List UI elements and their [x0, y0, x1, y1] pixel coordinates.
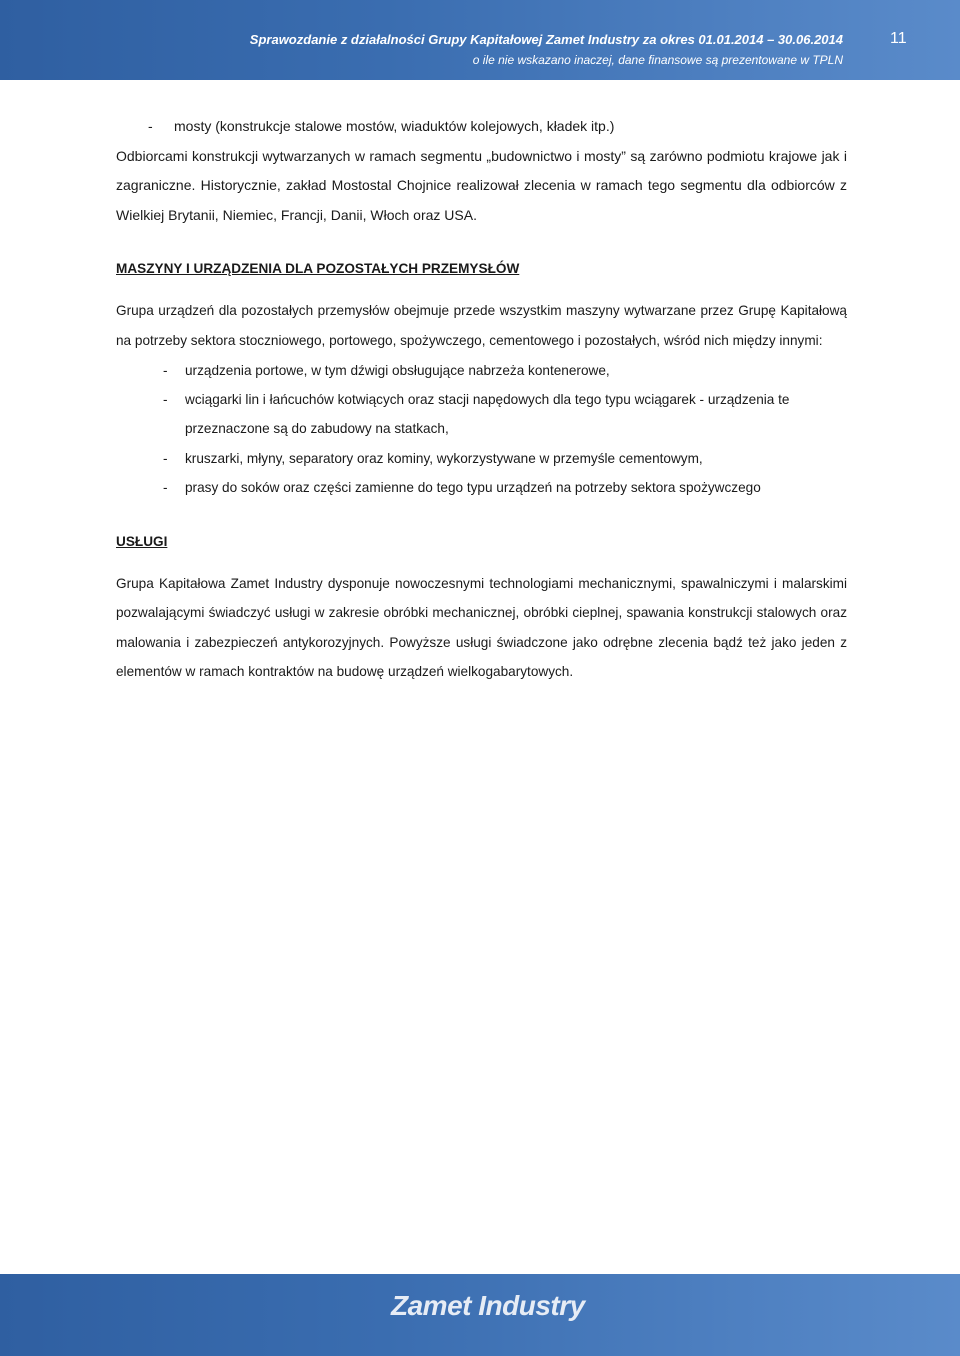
bullet-dash: -: [163, 391, 168, 407]
bullet-dash: -: [148, 118, 153, 134]
list-item: [116, 385, 847, 444]
list-item-text: mosty (konstrukcje stalowe mostów, wiaduktów kolejowych, kładek itp.): [174, 118, 615, 134]
list-item: [116, 356, 847, 385]
list-item: [116, 112, 847, 142]
page-header: [0, 0, 960, 80]
page-body: [116, 112, 847, 687]
machines-list: [116, 356, 847, 503]
page-number: 11: [890, 30, 907, 47]
bullet-dash: -: [163, 362, 168, 378]
page-footer: [0, 1274, 960, 1356]
list-item-text: urządzenia portowe, w tym dźwigi obsługujące nabrzeża kontenerowe,: [185, 362, 610, 378]
list-item: [116, 444, 847, 473]
list-item: [116, 473, 847, 502]
list-item-text: prasy do soków oraz części zamienne do tego typu urządzeń na potrzeby sektora spożywczego: [185, 480, 761, 496]
list-item-text: kruszarki, młyny, separatory oraz kominy, wykorzystywane w przemyśle cementowym,: [185, 450, 703, 466]
bullet-dash: -: [163, 450, 168, 466]
intro-paragraph: Odbiorcami konstrukcji wytwarzanych w ramach segmentu „budownictwo i mosty” są zarówno podmiotu krajowe jak i zagraniczne. Historycznie, zakład Mostostal Chojnice realizował zlecenia w ramach tego segmentu dla odbiorców z Wielkiej Brytanii, Niemiec, Francji, Danii, Włoch oraz USA.: [116, 147, 847, 223]
list-item-text: wciągarki lin i łańcuchów kotwiących oraz stacji napędowych dla tego typu wciągarek - urządzenia te przeznaczone są do zabudowy na statkach,: [185, 391, 790, 437]
machines-paragraph: Grupa urządzeń dla pozostałych przemysłów obejmuje przede wszystkim maszyny wytwarzane przez Grupę Kapitałową na potrzeby sektora stoczniowego, portowego, spożywczego, cementowego i pozostałych, wśród nich między innymi:: [116, 303, 847, 348]
report-subtitle: o ile nie wskazano inaczej, dane finansowe są prezentowane w TPLN: [472, 53, 843, 67]
services-paragraph: Grupa Kapitałowa Zamet Industry dysponuje nowoczesnymi technologiami mechanicznymi, spawalniczymi i malarskimi pozwalającymi świadczyć usługi w zakresie obróbki mechanicznej, obróbki cieplnej, spawania konstrukcji stalowych oraz malowania i zabezpieczeń antykorozyjnych. Powyższe usługi świadczone jako odrębne zlecenia bądź też jako jeden z elementów w ramach kontraktów na budowę urządzeń wielkogabarytowych.: [116, 575, 847, 680]
bullet-dash: -: [163, 480, 168, 496]
company-logo: Zamet Industry: [391, 1290, 585, 1321]
section-heading-services: USŁUGI: [116, 533, 168, 549]
section-heading-machines: MASZYNY I URZĄDZENIA DLA POZOSTAŁYCH PRZEMYSŁÓW: [116, 261, 520, 277]
report-title: Sprawozdanie z działalności Grupy Kapitałowej Zamet Industry za okres 01.01.2014 – 30.06.2014: [249, 32, 843, 47]
